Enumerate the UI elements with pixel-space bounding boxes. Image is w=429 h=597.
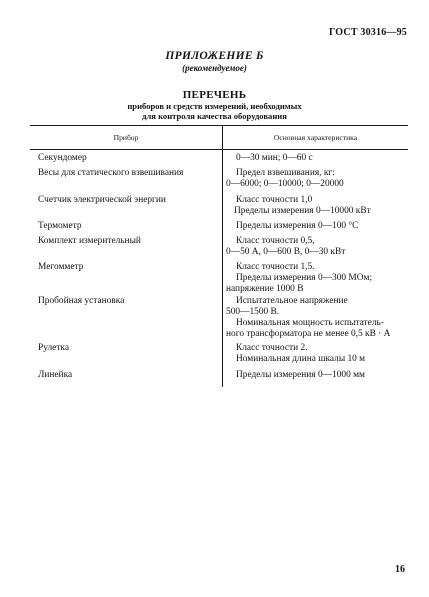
list-subtitle: [0, 102, 429, 121]
table-row-device: Счетчик электрической энергии: [38, 195, 166, 205]
table-row-characteristic: Класс точности 1,5. Пределы измерения 0—300 МОм; напряжение 1000 В: [226, 262, 373, 294]
table-row-characteristic: Пределы измерения 0—100 °С: [236, 221, 359, 231]
standard-code: ГОСТ 30316—95: [328, 27, 407, 38]
appendix-subtitle: (рекомендуемое): [182, 63, 247, 73]
table-row-characteristic: Класс точности 1,0 Пределы измерения 0—10000 кВт: [234, 195, 371, 216]
page-number: 16: [395, 564, 405, 575]
table-row-characteristic: Пределы измерения 0—1000 мм: [236, 370, 365, 380]
table-row-characteristic: Класс точности 2. Номинальная длина шкалы 10 м: [236, 343, 366, 364]
table-column-divider: [222, 125, 223, 387]
table-row-device: Мегомметр: [38, 262, 84, 272]
table-row-characteristic: 0—30 мин; 0—60 с: [236, 153, 313, 163]
list-subtitle-line: приборов и средств измерений, необходимых: [127, 101, 302, 111]
table-header-device: Прибор: [113, 133, 139, 142]
table-row-device: Секундомер: [38, 153, 87, 163]
table-row-device: Термометр: [38, 221, 82, 231]
table-row-characteristic: Испытательное напряжение 500—1500 В. Номинальная мощность испытатель- ного трансформатора не менее 0,5 кВ · А: [226, 296, 391, 339]
table-top-border: [30, 125, 408, 126]
table-row-device: Весы для статического взвешивания: [38, 168, 184, 178]
table-row-characteristic: Класс точности 0,5, 0—50 А, 0—600 В, 0—30 кВт: [226, 236, 346, 257]
table-row-characteristic: Предел взвешивания, кг: 0—6000; 0—10000; 0—20000: [226, 168, 344, 189]
list-subtitle-line: для контроля качества оборудования: [142, 110, 287, 121]
appendix-title: ПРИЛОЖЕНИЕ Б: [165, 50, 264, 62]
table-row-device: Рулетка: [38, 343, 69, 353]
table-row-device: Комплект измерительный: [38, 236, 141, 246]
table-row-device: Линейка: [38, 370, 73, 380]
list-title: ПЕРЕЧЕНЬ: [182, 89, 247, 101]
table-row-device: Пробойная установка: [38, 296, 125, 306]
table-header-characteristic: Основная характеристика: [273, 133, 358, 142]
table-header-divider: [30, 149, 408, 150]
